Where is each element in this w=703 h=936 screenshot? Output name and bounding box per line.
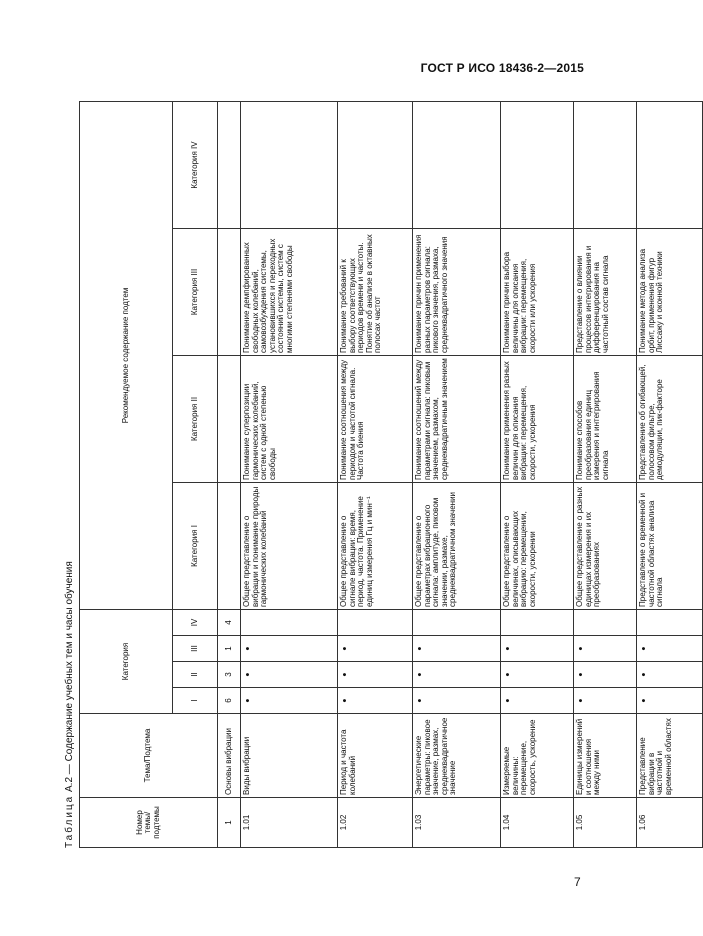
row-mark-cat-3: •	[501, 636, 574, 662]
row-content-cat-2: Понимание соотношения между периодом и частотой сигнала. Частота биения	[338, 355, 413, 482]
row-number: 1.01	[241, 798, 338, 848]
row-topic: Энергетические параметры: пиковое значение, размах, среднеквадратичное значение	[413, 714, 501, 798]
row-content-cat-3: Понимание демпфированных свободных колебаний, самовозбуждения системы, установившихся и переходных состояний системы, систем с многими степенями свободы	[241, 228, 338, 355]
row-content-cat-1: Общее представление о сигнале вибрации: время, период, частота. Применение единиц измерения Гц и мин⁻¹	[338, 482, 413, 609]
row-content-cat-1: Общее представление о величинах, описывающих вибрацию: перемещении, скорости, ускорении	[501, 482, 574, 609]
hours-cat-2: 3	[218, 662, 241, 688]
table-caption-text: А.2 — Содержание учебных тем и часы обучения	[64, 561, 75, 792]
section-content-3	[218, 228, 241, 355]
topics-table	[79, 101, 703, 848]
row-mark-cat-1: •	[637, 688, 703, 714]
table-row	[574, 101, 637, 847]
row-mark-cat-4	[413, 609, 501, 635]
row-mark-cat-4	[574, 609, 637, 635]
row-content-cat-2: Понимание соотношений между параметрами сигнала: пиковым значением, размахом, среднеквадратичным значением	[413, 355, 501, 482]
row-content-cat-2: Понимание суперпозиции гармонических колебаний, систем с одной степенью свободы	[241, 355, 338, 482]
row-content-cat-3: Понимание причин выбора величины для описания вибрации: перемещения, скорости или ускорения	[501, 228, 574, 355]
row-mark-cat-2: •	[413, 662, 501, 688]
row-mark-cat-3: •	[574, 636, 637, 662]
hours-cat-3: 1	[218, 636, 241, 662]
document-header: ГОСТ Р ИСО 18436-2—2015	[420, 61, 584, 75]
row-content-cat-1: Общее представление о разных единицах измерения и их преобразованиях	[574, 482, 637, 609]
row-mark-cat-2: •	[501, 662, 574, 688]
row-mark-cat-2: •	[637, 662, 703, 688]
row-content-cat-3: Понимание метода анализа орбит, применения фигур Лиссажу и оконной техники	[637, 228, 703, 355]
row-mark-cat-3: •	[241, 636, 338, 662]
row-content-cat-1: Общее представление о вибрации и понимание природы гармонических колебаний	[241, 482, 338, 609]
row-number: 1.04	[501, 798, 574, 848]
table-row	[338, 101, 413, 847]
header-cat-3: III	[173, 636, 218, 662]
row-mark-cat-4	[338, 609, 413, 635]
row-content-cat-3: Понимание причин применения разных параметров сигнала: пикового значения, размаха, среднеквадратичного значения	[413, 228, 501, 355]
row-mark-cat-3: •	[338, 636, 413, 662]
row-content-cat-1: Общее представление о параметрах вибрационного сигнала: амплитуде, пиковом значении, размахе, среднеквадратичном значении	[413, 482, 501, 609]
row-topic: Период и частота колебаний	[338, 714, 413, 798]
header-topic: Тема/Подтема	[80, 714, 218, 798]
section-topic: Основы вибрации	[218, 714, 241, 798]
row-mark-cat-4	[241, 609, 338, 635]
rotated-table-block	[63, 93, 673, 848]
row-content-cat-2: Понимание способов преобразования единиц измерения и интегрирования сигнала	[574, 355, 637, 482]
row-topic: Представление вибрации в частотной и временной областях	[637, 714, 703, 798]
row-number: 1.06	[637, 798, 703, 848]
row-mark-cat-1: •	[501, 688, 574, 714]
page-number: 7	[574, 875, 581, 889]
table-caption-prefix: Таблица	[64, 794, 75, 848]
row-content-cat-4	[338, 101, 413, 228]
header-rec-cat-4: Категория IV	[173, 101, 218, 228]
row-content-cat-4	[501, 101, 574, 228]
table-caption	[63, 93, 77, 848]
header-rec-cat-1: Категория I	[173, 482, 218, 609]
header-cat-4: IV	[173, 609, 218, 635]
table-row	[241, 101, 338, 847]
row-content-cat-4	[637, 101, 703, 228]
row-content-cat-4	[241, 101, 338, 228]
header-rec-cat-2: Категория II	[173, 355, 218, 482]
row-content-cat-2: Понимание применения разных величин для описания вибрации: перемещения, скорости, ускорения	[501, 355, 574, 482]
row-number: 1.02	[338, 798, 413, 848]
row-topic: Единицы измерений и соотношения между ними	[574, 714, 637, 798]
row-mark-cat-1: •	[338, 688, 413, 714]
row-mark-cat-4	[637, 609, 703, 635]
header-rec-cat-3: Категория III	[173, 228, 218, 355]
header-cat-1: I	[173, 688, 218, 714]
row-content-cat-4	[574, 101, 637, 228]
row-number: 1.05	[574, 798, 637, 848]
header-cat-2: II	[173, 662, 218, 688]
row-mark-cat-2: •	[338, 662, 413, 688]
row-mark-cat-1: •	[413, 688, 501, 714]
section-content-2	[218, 355, 241, 482]
row-content-cat-2: Представление об огибающей, полосовом фильтре, демодуляции, пик-факторе	[637, 355, 703, 482]
row-mark-cat-3: •	[413, 636, 501, 662]
row-mark-cat-3: •	[637, 636, 703, 662]
section-number: 1	[218, 798, 241, 848]
row-mark-cat-1: •	[241, 688, 338, 714]
row-mark-cat-1: •	[574, 688, 637, 714]
row-mark-cat-2: •	[241, 662, 338, 688]
table-row	[501, 101, 574, 847]
row-content-cat-3: Понимание требований к выбору соответствующих периодов времени и частоты. Понятие об анализе в октавных полосах частот	[338, 228, 413, 355]
hours-cat-1: 6	[218, 688, 241, 714]
row-topic: Виды вибрации	[241, 714, 338, 798]
section-content-1	[218, 482, 241, 609]
row-mark-cat-2: •	[574, 662, 637, 688]
section-content-4	[218, 101, 241, 228]
row-topic: Измеряемые величины: перемещение, скорость, ускорение	[501, 714, 574, 798]
table-row	[637, 101, 703, 847]
header-category-group: Категория	[80, 609, 173, 713]
row-content-cat-4	[413, 101, 501, 228]
row-number: 1.03	[413, 798, 501, 848]
header-recommended: Рекомендуемое содержание подтем	[80, 101, 173, 609]
row-content-cat-3: Представление о влиянии процессов интегрирования и дифференцирования на частотный состав сигнала	[574, 228, 637, 355]
hours-cat-4: 4	[218, 609, 241, 635]
table-row	[413, 101, 501, 847]
section-row	[218, 101, 241, 847]
row-mark-cat-4	[501, 609, 574, 635]
row-content-cat-1: Представление о временной и частотной областях анализа сигнала	[637, 482, 703, 609]
header-number: Номер темы/ подтемы	[80, 798, 218, 848]
